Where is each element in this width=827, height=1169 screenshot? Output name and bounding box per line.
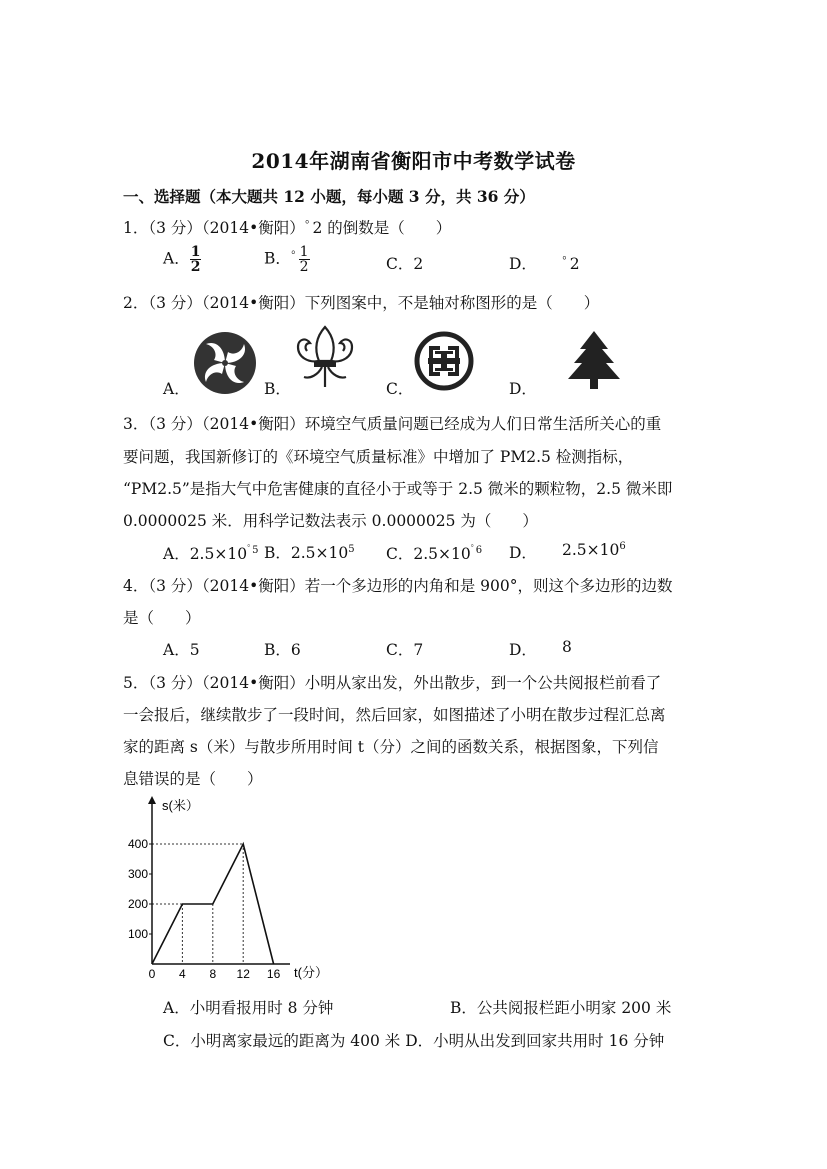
- q5-line-1: 5．（3 分）（2014•衡阳）小明从家出发，外出散步，到一个公共阅报栏前看了: [123, 674, 662, 692]
- q5-option-a[interactable]: A．小明看报用时 8 分钟: [163, 999, 334, 1017]
- q1-b-num: 1: [299, 244, 309, 260]
- q1-b-prefix: B．ﾟ: [264, 249, 299, 268]
- q5-line-4: 息错误的是（ ）: [123, 770, 263, 788]
- q4-option-c[interactable]: C．7: [386, 641, 424, 659]
- pinwheel-icon: [192, 330, 258, 396]
- q3-line-3: “PM2.5”是指大气中危害健康的直径小于或等于 2.5 微米的颗粒物，2.5 微米即: [123, 480, 673, 498]
- q3-option-d-label[interactable]: D．: [509, 544, 537, 562]
- y-tick-label: 300: [127, 867, 148, 881]
- y-axis-label: s(米）: [162, 798, 199, 813]
- x-tick-label: 4: [179, 967, 186, 981]
- x-tick-label: 8: [209, 967, 217, 981]
- q3-c-exp: ﾟ6: [470, 545, 483, 556]
- q1-option-a[interactable]: [163, 245, 201, 274]
- q3-option-c[interactable]: [386, 541, 482, 564]
- q1-a-prefix: A．: [163, 249, 190, 268]
- y-tick-label: 100: [127, 927, 148, 941]
- x-axis-label: t(分）: [294, 965, 328, 980]
- y-tick-label: 200: [127, 897, 148, 911]
- q3-line-1: 3．（3 分）（2014•衡阳）环境空气质量问题已经成为人们日常生活所关心的重: [123, 415, 662, 433]
- q1-a-fraction: [190, 245, 202, 274]
- q1-a-den: 2: [190, 259, 201, 275]
- q3-line-4: 0.0000025 米．用科学记数法表示 0.0000025 为（ ）: [123, 512, 538, 530]
- q3-option-d[interactable]: [562, 541, 626, 559]
- q3-option-a[interactable]: [163, 541, 258, 564]
- y-tick-label: 400: [127, 837, 148, 851]
- section-heading: 一、选择题（本大题共 12 小题，每小题 3 分，共 36 分）: [123, 187, 535, 206]
- fleur-de-lis-icon: [292, 323, 358, 393]
- q2-option-b[interactable]: B．: [264, 380, 291, 398]
- q3-option-b[interactable]: [264, 541, 355, 563]
- q5-line-3: 家的距离 s（米）与散步所用时间 t（分）之间的函数关系，根据图象，下列信: [123, 738, 659, 756]
- q4-line-1: 4．（3 分）（2014•衡阳）若一个多边形的内角和是 900°，则这个多边形的边数: [123, 577, 673, 595]
- page-title: 2014年湖南省衡阳市中考数学试卷: [251, 149, 576, 173]
- q4-option-b[interactable]: B．6: [264, 641, 301, 659]
- x-tick-label: 16: [266, 967, 281, 981]
- q4-option-a[interactable]: A．5: [163, 641, 200, 659]
- q1-a-num: 1: [190, 244, 201, 260]
- q4-line-2: 是（ ）: [123, 609, 201, 627]
- q1-b-fraction: [299, 245, 310, 274]
- q1-option-d-label[interactable]: D．: [509, 255, 537, 273]
- q1-option-c[interactable]: C．2: [386, 255, 424, 273]
- chart-ticks: [128, 837, 281, 981]
- distance-time-chart: [118, 792, 348, 992]
- q2-stem: 2．（3 分）（2014•衡阳）下列图案中，不是轴对称图形的是（ ）: [123, 294, 600, 312]
- x-tick-label: 0: [148, 967, 156, 981]
- q3-a-exp: ﾟ5: [247, 545, 259, 556]
- x-tick-label: 12: [236, 967, 250, 981]
- q1-option-b[interactable]: [264, 245, 310, 274]
- q5-line-2: 一会报后，继续散步了一段时间，然后回家，如图描述了小明在散步过程汇总离: [123, 706, 666, 724]
- bank-logo-icon: [414, 331, 474, 391]
- y-axis-arrow: [148, 796, 156, 804]
- q2-option-d[interactable]: D．: [509, 380, 537, 398]
- q3-d-base: 2.5×10: [562, 541, 620, 560]
- q1-option-d-value[interactable]: ﾟ2: [562, 255, 580, 273]
- q4-option-d-value[interactable]: 8: [562, 638, 572, 656]
- q5-option-b[interactable]: B．公共阅报栏距小明家 200 米: [450, 999, 672, 1017]
- q1-stem: 1．（3 分）（2014•衡阳）ﾟ2 的倒数是（ ）: [123, 219, 452, 237]
- q5-option-c-d[interactable]: C．小明离家最远的距离为 400 米 D．小明从出发到回家共用时 16 分钟: [163, 1032, 665, 1050]
- q1-b-den: 2: [299, 259, 309, 275]
- q3-line-2: 要问题，我国新修订的《环境空气质量标准》中增加了 PM2.5 检测指标，: [123, 448, 634, 466]
- q3-b-exp: 5: [348, 543, 355, 555]
- pine-tree-icon: [564, 329, 624, 391]
- q2-option-a[interactable]: A．: [163, 380, 190, 398]
- q4-option-d-label[interactable]: D．: [509, 641, 537, 659]
- q3-d-exp: 6: [619, 541, 626, 552]
- q2-option-c[interactable]: C．: [386, 380, 414, 398]
- q3-b-base: B．2.5×10: [264, 544, 349, 562]
- q3-a-base: A．2.5×10: [163, 545, 248, 564]
- q3-c-base: C．2.5×10: [386, 545, 471, 564]
